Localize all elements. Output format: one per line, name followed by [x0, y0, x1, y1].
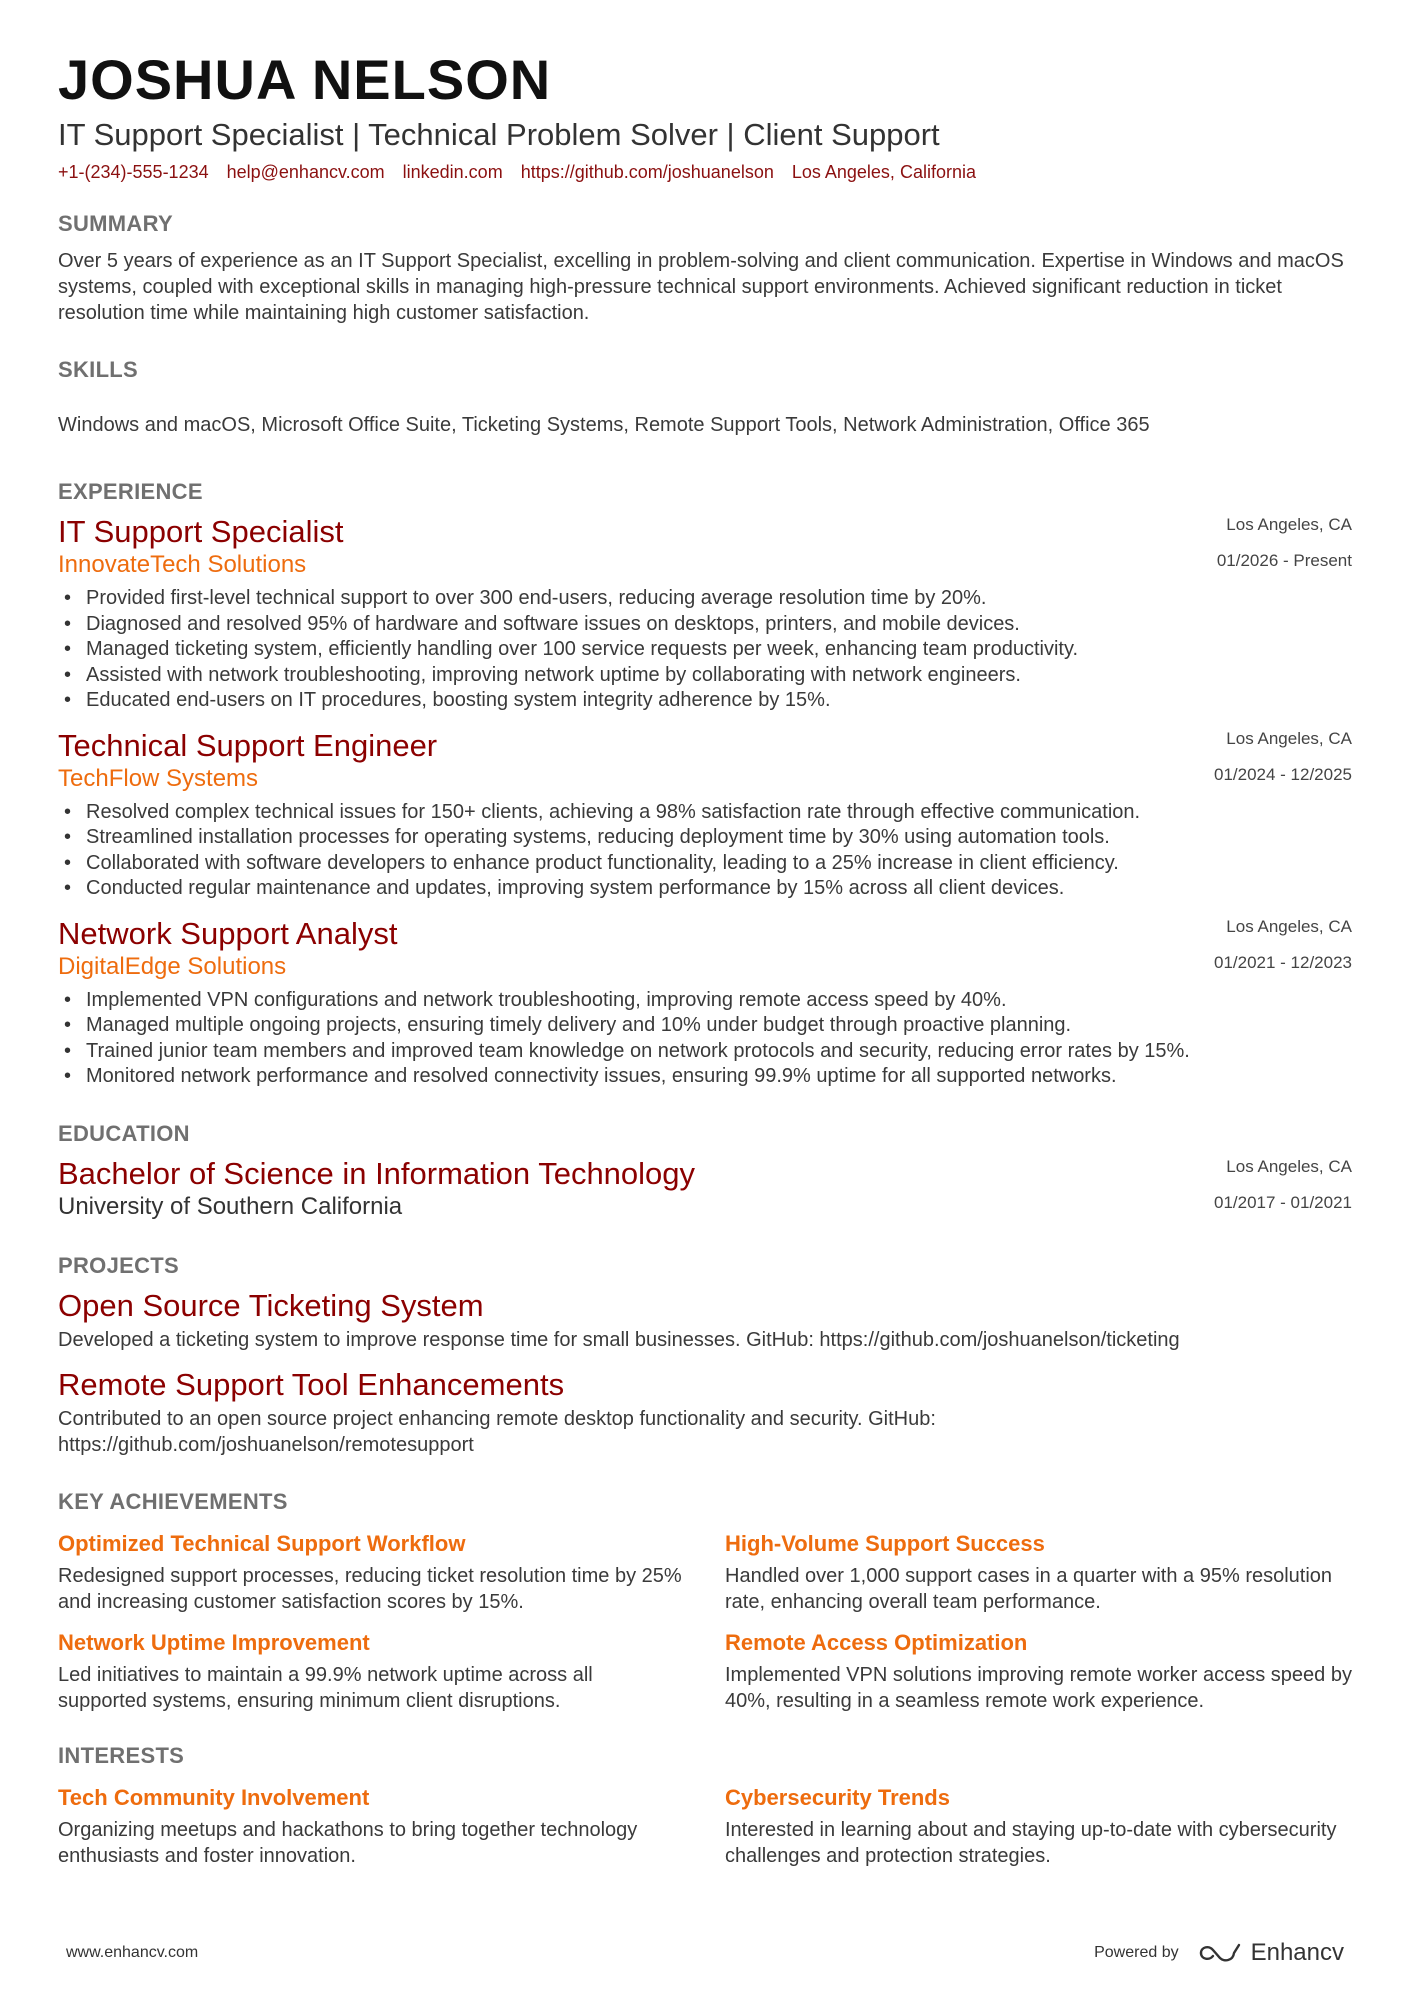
bullet-item: • Implemented VPN configurations and network troubleshooting, improving remote access speed by 40%.	[58, 988, 1352, 1014]
bullet-item: • Assisted with network troubleshooting, improving network uptime by collaborating with network engineers.	[58, 663, 1352, 689]
bullet-item: • Streamlined installation processes for operating systems, reducing deployment time by 30% using automation tools.	[58, 825, 1352, 851]
experience-heading: EXPERIENCE	[58, 479, 203, 504]
job-bullets	[58, 800, 1352, 902]
email-link[interactable]: help@enhancv.com	[226, 162, 385, 182]
skills-heading: SKILLS	[58, 357, 139, 382]
powered-by	[1094, 1939, 1344, 1967]
achievement-title: Network Uptime Improvement	[58, 1630, 370, 1655]
job-entry	[58, 514, 1352, 714]
achievement-desc: Implemented VPN solutions improving remote worker access speed by 40%, resulting in a seamless remote work experience.	[725, 1664, 1352, 1712]
interest-card	[58, 1784, 685, 1869]
job-meta	[1214, 916, 1352, 974]
enhancv-logo-icon	[1197, 1941, 1243, 1965]
job-dates: 01/2024 - 12/2025	[1213, 764, 1352, 784]
degree-title: Bachelor of Science in Information Technology	[58, 1155, 696, 1191]
achievement-title: Remote Access Optimization	[725, 1630, 1028, 1655]
achievement-title: Optimized Technical Support Workflow	[58, 1531, 466, 1556]
project-description: Contributed to an open source project enhancing remote desktop functionality and security. GitHub: https://github.com/joshuanelson/remotesupport	[58, 1408, 936, 1456]
interests-grid	[58, 1784, 1352, 1869]
education-dates: 01/2017 - 01/2021	[1213, 1192, 1352, 1212]
achievement-desc: Led initiatives to maintain a 99.9% network uptime across all supported systems, ensuring minimum client disruptions.	[58, 1664, 593, 1712]
job-dates: 01/2021 - 12/2023	[1213, 952, 1352, 972]
job-meta	[1214, 728, 1352, 786]
achievement-desc: Handled over 1,000 support cases in a quarter with a 95% resolution rate, enhancing overall team performance.	[725, 1565, 1333, 1613]
bullet-item: • Resolved complex technical issues for 150+ clients, achieving a 98% satisfaction rate through effective communication.	[58, 800, 1352, 826]
bullet-item: • Provided first-level technical support to over 300 end-users, reducing average resolution time by 20%.	[58, 586, 1352, 612]
education-heading: EDUCATION	[58, 1120, 190, 1146]
job-bullets	[58, 988, 1352, 1090]
interest-desc: Interested in learning about and staying up-to-date with cybersecurity challenges and protection strategies.	[725, 1819, 1337, 1867]
job-entry	[58, 916, 1352, 1090]
skills-text: Windows and macOS, Microsoft Office Suite, Ticketing Systems, Remote Support Tools, Network Administration, Office 365	[58, 414, 1150, 436]
project-title: Open Source Ticketing System	[58, 1287, 484, 1323]
project-title: Remote Support Tool Enhancements	[58, 1367, 565, 1402]
interests-heading: INTERESTS	[58, 1743, 185, 1768]
job-location: Los Angeles, CA	[1226, 916, 1352, 936]
job-company: InnovateTech Solutions	[58, 551, 307, 578]
powered-by-label: Powered by	[1094, 1944, 1179, 1961]
job-title: Network Support Analyst	[58, 915, 398, 951]
achievement-card	[58, 1629, 685, 1714]
achievements-grid	[58, 1530, 1352, 1714]
education-entry	[58, 1156, 1352, 1222]
achievement-title: High-Volume Support Success	[725, 1531, 1045, 1556]
job-title: Technical Support Engineer	[58, 727, 438, 763]
phone-link[interactable]: +1-(234)-555-1234	[58, 162, 209, 182]
achievement-desc: Redesigned support processes, reducing ticket resolution time by 25% and increasing customer satisfaction scores by 15%.	[58, 1565, 682, 1613]
job-entry	[58, 728, 1352, 902]
projects-heading: PROJECTS	[58, 1252, 179, 1278]
page-footer	[66, 1939, 1344, 1967]
job-company: DigitalEdge Solutions	[58, 952, 287, 980]
bullet-item: • Managed ticketing system, efficiently handling over 100 service requests per week, enhancing team productivity.	[58, 637, 1352, 663]
footer-website-link[interactable]: www.enhancv.com	[66, 1944, 199, 1961]
enhancv-logo[interactable]	[1197, 1939, 1344, 1967]
github-link[interactable]: https://github.com/joshuanelson	[520, 162, 774, 182]
achievement-card	[58, 1530, 685, 1615]
achievements-heading: KEY ACHIEVEMENTS	[58, 1489, 288, 1514]
bullet-item: • Collaborated with software developers to enhance product functionality, leading to a 25% increase in client efficiency.	[58, 851, 1352, 877]
contact-bar	[58, 160, 1352, 184]
bullet-item: • Diagnosed and resolved 95% of hardware and software issues on desktops, printers, and mobile devices.	[58, 612, 1352, 638]
summary-text: Over 5 years of experience as an IT Support Specialist, excelling in problem-solving and client communication. Expertise in Windows and macOS systems, coupled with exceptional skills in managing high-pressure technical support environments. Achieved significant reduction in ticket resolution time while maintaining high customer satisfaction.	[58, 250, 1344, 324]
bullet-item: • Conducted regular maintenance and updates, improving system performance by 15% across all client devices.	[58, 876, 1352, 902]
education-meta	[1214, 1156, 1352, 1214]
job-title: IT Support Specialist	[58, 514, 344, 549]
job-company: TechFlow Systems	[58, 764, 259, 792]
headline: IT Support Specialist | Technical Problem Solver | Client Support	[58, 117, 940, 152]
achievement-card	[725, 1530, 1352, 1615]
interest-card	[725, 1784, 1352, 1869]
project-description: Developed a ticketing system to improve response time for small businesses. GitHub: https://github.com/joshuanelson/ticketing	[58, 1328, 1180, 1351]
bullet-item: • Trained junior team members and improved team knowledge on network protocols and security, reducing error rates by 15%.	[58, 1039, 1352, 1065]
enhancv-brand-text: Enhancv	[1250, 1939, 1344, 1966]
education-location: Los Angeles, CA	[1226, 1156, 1352, 1176]
bullet-item: • Educated end-users on IT procedures, boosting system integrity adherence by 15%.	[58, 688, 1352, 714]
school-name: University of Southern California	[58, 1192, 403, 1220]
interest-desc: Organizing meetups and hackathons to bring together technology enthusiasts and foster innovation.	[58, 1819, 638, 1867]
summary-heading: SUMMARY	[58, 211, 173, 236]
job-location: Los Angeles, CA	[1226, 515, 1352, 534]
linkedin-link[interactable]: linkedin.com	[402, 162, 503, 182]
interest-title: Cybersecurity Trends	[725, 1785, 950, 1810]
location-text: Los Angeles, California	[791, 162, 976, 182]
job-location: Los Angeles, CA	[1226, 728, 1352, 748]
job-meta	[1217, 514, 1352, 572]
job-dates: 01/2026 - Present	[1216, 551, 1352, 570]
candidate-name: JOSHUA NELSON	[58, 48, 552, 111]
interest-title: Tech Community Involvement	[58, 1785, 370, 1810]
job-bullets	[58, 586, 1352, 714]
bullet-item: • Monitored network performance and resolved connectivity issues, ensuring 99.9% uptime for all supported networks.	[58, 1064, 1352, 1090]
bullet-item: • Managed multiple ongoing projects, ensuring timely delivery and 10% under budget through proactive planning.	[58, 1013, 1352, 1039]
achievement-card	[725, 1629, 1352, 1714]
